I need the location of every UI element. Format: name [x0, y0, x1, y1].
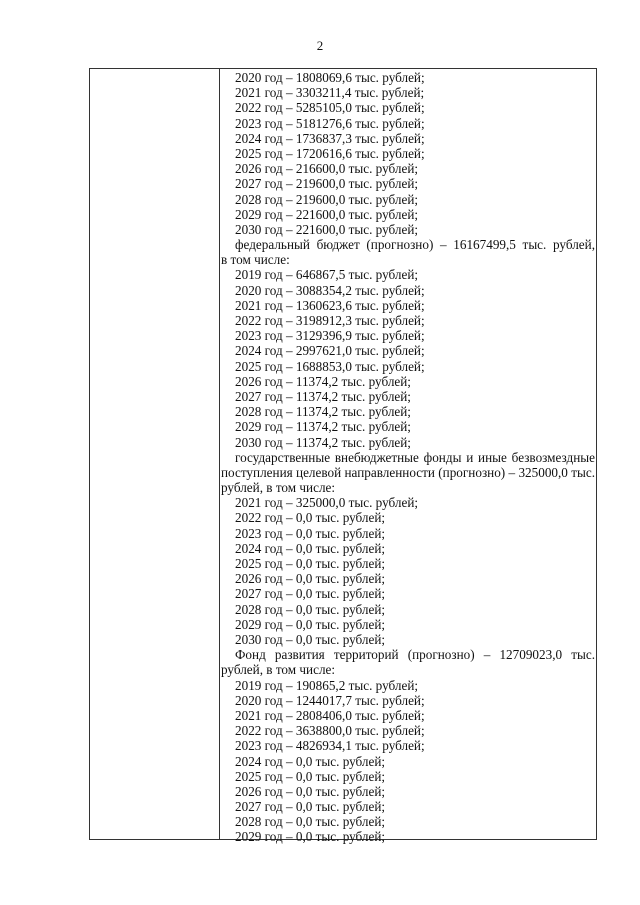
text-line: 2030 год – 0,0 тыс. рублей; [235, 631, 386, 647]
text-line: 2023 год – 3129396,9 тыс. рублей; [235, 328, 425, 344]
text-line: 2026 год – 0,0 тыс. рублей; [235, 571, 386, 587]
text-line: 2025 год – 0,0 тыс. рублей; [235, 556, 386, 572]
text-line: 2029 год – 0,0 тыс. рублей; [235, 616, 386, 632]
text-line: 2027 год – 0,0 тыс. рублей; [235, 586, 386, 602]
text-line: 2024 год – 1736837,3 тыс. рублей; [235, 130, 425, 146]
text-line: в том числе: [221, 252, 290, 268]
text-line: 2019 год – 190865,2 тыс. рублей; [235, 677, 419, 693]
text-line: 2027 год – 0,0 тыс. рублей; [235, 799, 386, 815]
text-line: поступления целевой направленности (прогнозно) – 325000,0 тыс. [221, 464, 595, 480]
text-line: 2028 год – 11374,2 тыс. рублей; [235, 404, 411, 420]
page-number: 2 [316, 38, 324, 53]
text-line: 2021 год – 325000,0 тыс. рублей; [235, 495, 419, 511]
text-line: 2021 год – 2808406,0 тыс. рублей; [235, 707, 425, 723]
text-line: 2023 год – 0,0 тыс. рублей; [235, 525, 386, 541]
text-line: 2026 год – 0,0 тыс. рублей; [235, 783, 386, 799]
column-divider [219, 69, 220, 839]
text-line: 2025 год – 1720616,6 тыс. рублей; [235, 145, 425, 161]
text-line: 2025 год – 0,0 тыс. рублей; [235, 768, 386, 784]
text-line: 2026 год – 11374,2 тыс. рублей; [235, 373, 411, 389]
text-line: 2029 год – 11374,2 тыс. рублей; [235, 419, 411, 435]
text-line: 2027 год – 11374,2 тыс. рублей; [235, 388, 411, 404]
funding-details-cell [221, 70, 595, 845]
text-line: государственные внебюджетные фонды и иные безвозмездные [235, 449, 595, 465]
text-line: 2025 год – 1688853,0 тыс. рублей; [235, 358, 425, 374]
text-line: 2020 год – 1244017,7 тыс. рублей; [235, 692, 425, 708]
text-line: 2028 год – 0,0 тыс. рублей; [235, 814, 386, 830]
text-line: 2022 год – 3638800,0 тыс. рублей; [235, 723, 425, 739]
text-line: 2029 год – 221600,0 тыс. рублей; [235, 206, 419, 222]
text-line: 2027 год – 219600,0 тыс. рублей; [235, 176, 419, 192]
text-line: 2026 год – 216600,0 тыс. рублей; [235, 161, 419, 177]
text-line: 2030 год – 221600,0 тыс. рублей; [235, 221, 419, 237]
text-line: 2024 год – 0,0 тыс. рублей; [235, 753, 386, 769]
text-line: 2022 год – 0,0 тыс. рублей; [235, 510, 386, 526]
text-line: 2021 год – 1360623,6 тыс. рублей; [235, 297, 425, 313]
text-line: 2029 год – 0,0 тыс. рублей; [235, 829, 386, 845]
text-line: 2020 год – 1808069,6 тыс. рублей; [235, 70, 425, 85]
text-line: федеральный бюджет (прогнозно) – 16167499,5 тыс. рублей, [235, 237, 595, 253]
text-line: 2019 год – 646867,5 тыс. рублей; [235, 267, 419, 283]
text-line: 2028 год – 219600,0 тыс. рублей; [235, 191, 419, 207]
text-line: 2028 год – 0,0 тыс. рублей; [235, 601, 386, 617]
text-line: 2022 год – 3198912,3 тыс. рублей; [235, 313, 425, 329]
text-line: 2020 год – 3088354,2 тыс. рублей; [235, 282, 425, 298]
text-line: 2024 год – 0,0 тыс. рублей; [235, 540, 386, 556]
text-line: 2022 год – 5285105,0 тыс. рублей; [235, 100, 425, 116]
text-line: рублей, в том числе: [221, 480, 336, 496]
text-line: 2021 год – 3303211,4 тыс. рублей; [235, 85, 425, 101]
text-line: 2023 год – 4826934,1 тыс. рублей; [235, 738, 425, 754]
text-line: рублей, в том числе: [221, 662, 336, 678]
text-line: 2023 год – 5181276,6 тыс. рублей; [235, 115, 425, 131]
text-line: 2030 год – 11374,2 тыс. рублей; [235, 434, 411, 450]
funding-table [89, 68, 597, 845]
text-line: 2024 год – 2997621,0 тыс. рублей; [235, 343, 425, 359]
text-line: Фонд развития территорий (прогнозно) – 12709023,0 тыс. [235, 647, 595, 663]
